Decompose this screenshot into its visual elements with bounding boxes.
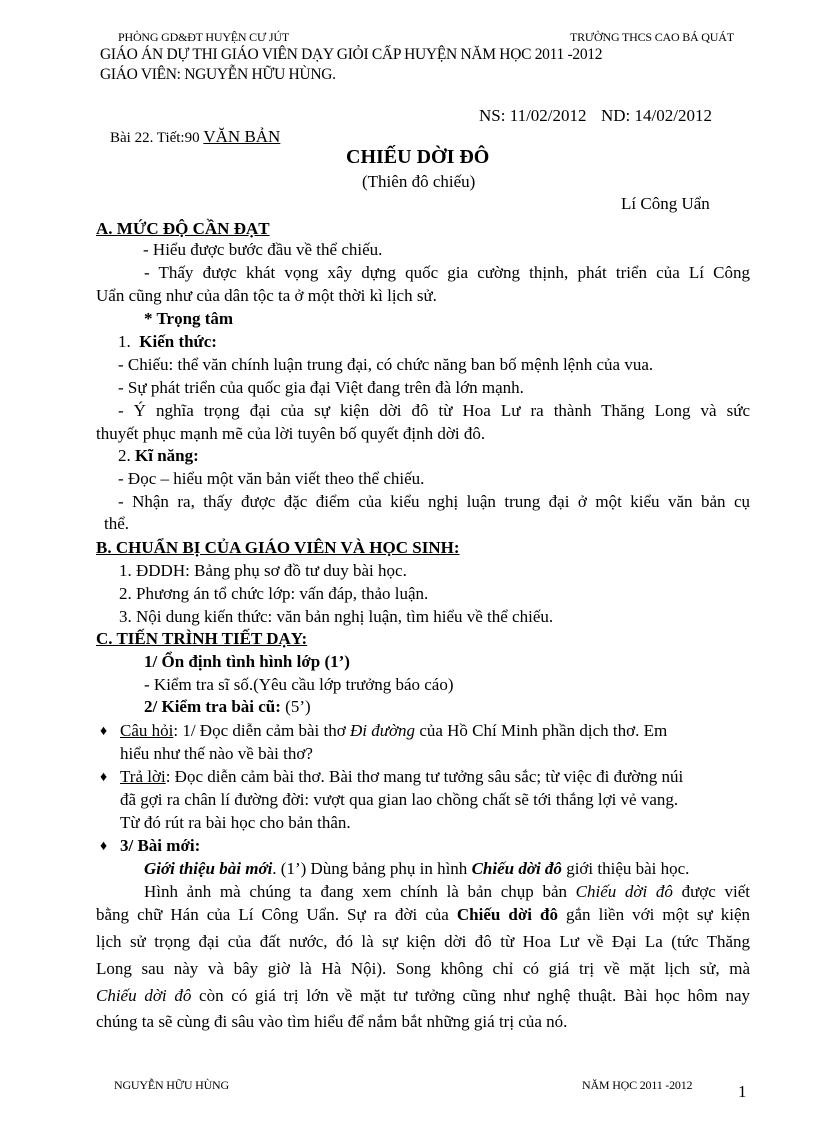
office-name: PHÒNG GD&ĐT HUYỆN CƯ JÚT <box>118 30 289 44</box>
goal-2-line-2: Uẩn cũng như của dân tộc ta ở một thời kì lịch sử. <box>96 286 437 305</box>
prep-date: NS: 11/02/2012 <box>479 106 587 125</box>
step-2-row <box>144 697 311 717</box>
diamond-bullet-icon: ♦ <box>100 770 108 785</box>
skills-heading-row <box>118 446 199 466</box>
paragraph-line-5 <box>96 986 750 1006</box>
poem-title: Đi đường <box>349 721 416 740</box>
question-label: Câu hỏi <box>120 721 174 740</box>
paragraph-text: gắn liền với một sự kiện <box>557 905 751 924</box>
footer-teacher: NGUYỄN HỮU HÙNG <box>114 1078 229 1092</box>
teacher-heading: GIÁO VIÊN: NGUYỄN HỮU HÙNG. <box>100 66 336 83</box>
paragraph-text: bằng chữ Hán của Lí Công Uẩn. Sự ra đời của <box>96 905 457 924</box>
question-line-1 <box>120 721 667 741</box>
step-2-time: (5’) <box>280 697 311 716</box>
knowledge-1: - Chiếu: thể văn chính luận trung đại, có chức năng ban bố mệnh lệnh của vua. <box>118 355 654 374</box>
lesson-info <box>110 127 280 147</box>
answer-line-3: Từ đó rút ra bài học cho bản thân. <box>120 813 351 832</box>
knowledge-number: 1. <box>118 332 131 351</box>
step-1-heading: 1/ Ổn định tình hình lớp (1’) <box>144 652 350 671</box>
paragraph-text: Hình ảnh mà chúng ta đang xem chính là bản chụp bản <box>144 882 576 901</box>
school-name: TRƯỜNG THCS CAO BÁ QUÁT <box>570 30 734 44</box>
intro-label: Giới thiệu bài mới <box>144 859 273 878</box>
knowledge-heading: Kiến thức: <box>139 332 217 351</box>
prep-item-2: 2. Phương án tổ chức lớp: vấn đáp, thảo luận. <box>119 584 429 603</box>
prep-item-3: 3. Nội dung kiến thức: văn bản nghị luận, tìm hiểu về thể chiếu. <box>119 607 554 626</box>
paragraph-line-2 <box>96 905 750 925</box>
skill-1: - Đọc – hiểu một văn bản viết theo thể chiếu. <box>118 469 425 488</box>
answer-text: : Đọc diễn cảm bài thơ. Bài thơ mang tư tưởng sâu sắc; từ việc đi đường núi <box>165 767 684 786</box>
document-heading: GIÁO ÁN DỰ THI GIÁO VIÊN DẠY GIỎI CẤP HUYỆN NĂM HỌC 2011 -2012 <box>100 46 603 63</box>
question-line-2: hiểu như thế nào về bài thơ? <box>120 744 313 763</box>
skill-2-line-2: thể. <box>104 514 130 533</box>
section-a-heading: A. MỨC ĐỘ CẦN ĐẠT <box>96 219 270 238</box>
goal-2-line-1: - Thấy được khát vọng xây dựng quốc gia cường thịnh, phát triển của Lí Công <box>144 263 750 282</box>
intro-text-end: giới thiệu bài học. <box>561 859 690 878</box>
work-title: Chiếu dời đô <box>575 882 673 901</box>
skills-number: 2. <box>118 446 131 465</box>
question-text: : 1/ Đọc diễn cảm bài thơ <box>173 721 350 740</box>
step-2-heading: 2/ Kiểm tra bài cũ: <box>144 697 281 716</box>
prep-item-1: 1. ĐDDH: Bảng phụ sơ đồ tư duy bài học. <box>119 561 407 580</box>
knowledge-heading-row <box>118 332 217 352</box>
skill-2-line-1: - Nhận ra, thấy được đặc điểm của kiểu nghị luận trung đại ở một kiểu văn bản cụ <box>118 492 750 511</box>
paragraph-line-6: chúng ta sẽ cùng đi sâu vào tìm hiểu để nắm bắt những giá trị của nó. <box>96 1012 568 1031</box>
knowledge-3-line-2: thuyết phục mạnh mẽ của lời tuyên bố quyết định dời đô. <box>96 424 486 443</box>
paragraph-line-3: lịch sử trọng đại của đất nước, đó là sự kiện dời đô từ Hoa Lư về Đại La (tức Thăng <box>96 932 750 951</box>
diamond-bullet-icon: ♦ <box>100 724 108 739</box>
lesson-number: Bài 22. Tiết:90 <box>110 130 204 146</box>
answer-line-2: đã gợi ra chân lí đường đời: vượt qua gian lao chồng chất sẽ tới thắng lợi vẻ vang. <box>120 790 679 809</box>
section-b-heading: B. CHUẨN BỊ CỦA GIÁO VIÊN VÀ HỌC SINH: <box>96 538 460 557</box>
diamond-bullet-icon: ♦ <box>100 839 108 854</box>
paragraph-line-4: Long sau này và bây giờ là Hà Nội). Song không chỉ có giá trị về mặt lịch sử, mà <box>96 959 750 978</box>
skills-heading: Kĩ năng: <box>135 446 199 465</box>
page-subtitle: (Thiên đô chiếu) <box>362 172 476 191</box>
lesson-kind: VĂN BẢN <box>203 127 281 146</box>
page-title: CHIẾU DỜI ĐÔ <box>346 146 490 168</box>
teach-date: ND: 14/02/2012 <box>601 106 712 125</box>
answer-label: Trả lời <box>120 767 166 786</box>
footer-year: NĂM HỌC 2011 -2012 <box>582 1078 693 1092</box>
knowledge-3-line-1: - Ý nghĩa trọng đại của sự kiện dời đô từ Hoa Lư ra thành Thăng Long và sức <box>118 401 750 420</box>
step-3-heading: 3/ Bài mới: <box>120 836 201 855</box>
author-name: Lí Công Uẩn <box>621 194 710 213</box>
intro-text: . (1’) Dùng bảng phụ in hình <box>272 859 472 878</box>
work-title: Chiếu dời đô <box>96 986 192 1005</box>
step-1-detail: - Kiểm tra sĩ số.(Yêu cầu lớp trưởng báo cáo) <box>144 675 454 694</box>
question-text-end: của Hồ Chí Minh phần dịch thơ. Em <box>415 721 668 740</box>
knowledge-2: - Sự phát triển của quốc gia đại Việt đang trên đà lớn mạnh. <box>118 378 524 397</box>
paragraph-text: được viết <box>672 882 750 901</box>
paragraph-line-1 <box>144 882 750 902</box>
answer-line-1 <box>120 767 683 787</box>
page-number: 1 <box>738 1082 747 1101</box>
work-title: Chiếu dời đô <box>456 905 558 924</box>
intro-line <box>144 859 689 879</box>
focus-heading: * Trọng tâm <box>144 309 234 328</box>
section-c-heading: C. TIẾN TRÌNH TIẾT DẠY: <box>96 629 308 648</box>
goal-1: - Hiểu được bước đầu về thể chiếu. <box>143 240 383 259</box>
paragraph-text: còn có giá trị lớn về mặt tư tưởng cũng như nghệ thuật. Bài học hôm nay <box>191 986 750 1005</box>
intro-title: Chiếu dời đô <box>471 859 562 878</box>
